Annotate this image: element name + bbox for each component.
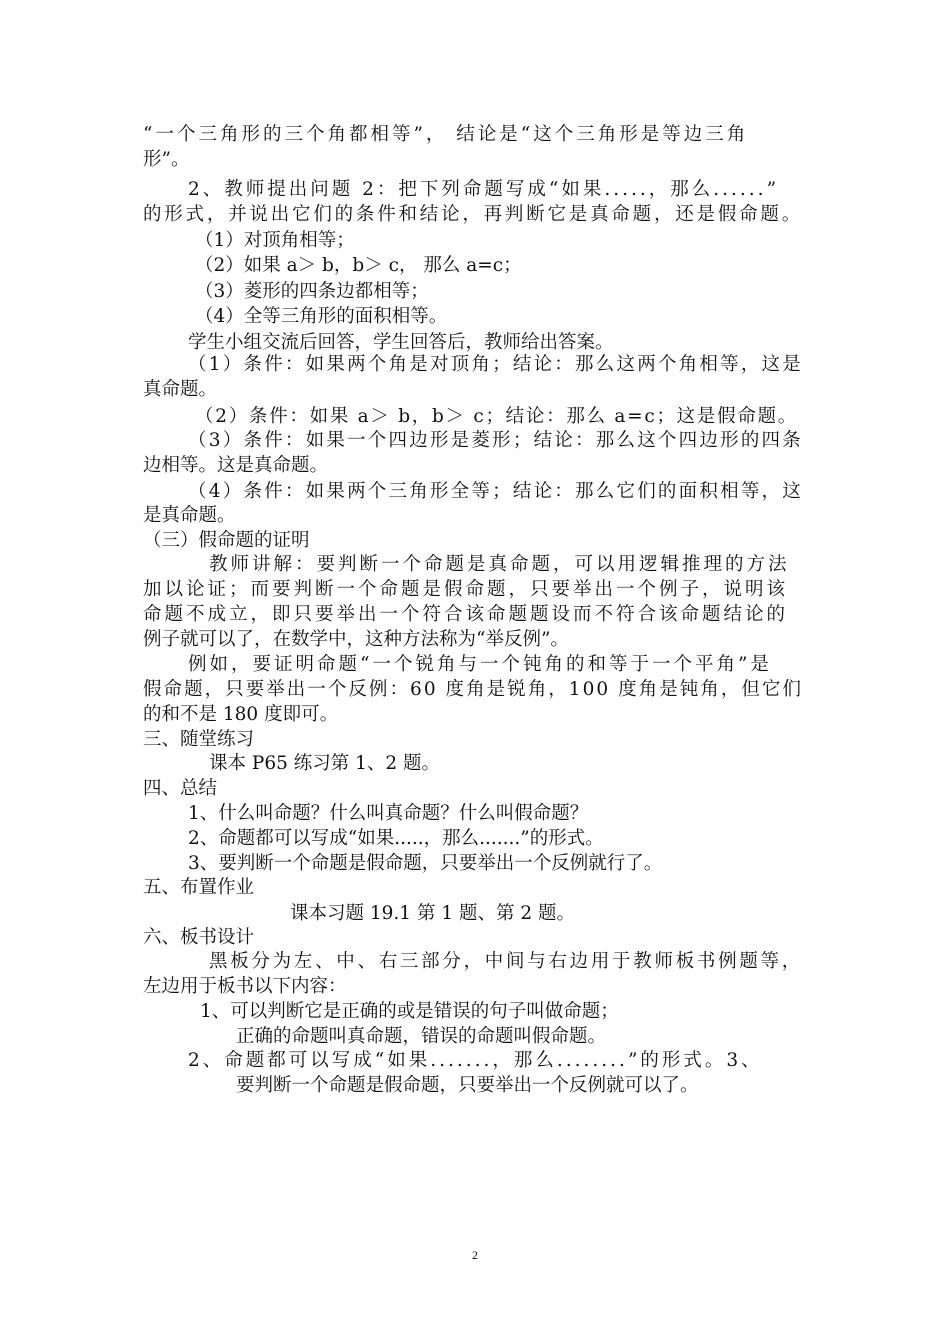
text-line: 形”。 [143,149,190,170]
text-line: 命题不成立，即只要举出一个符合该命题题设而不符合该命题结论的 [143,604,789,625]
text-line: 1、什么叫命题？什么叫真命题？什么叫假命题？ [188,803,589,824]
text-line: 学生小组交流后回答，学生回答后，教师给出答案。 [188,332,614,353]
text-line: 例子就可以了，在数学中，这种方法称为“举反例”。 [143,629,569,650]
text-line: 黑板分为左、中、右三部分，中间与右边用于教师板书例题等， [209,951,803,972]
text-line: “一个三角形的三个角都相等”， 结论是“这个三角形是等边三角 [143,124,749,145]
section-heading: （三）假命题的证明 [143,530,310,551]
text-line: （2）如果 a＞ b，b＞ c， 那么 a=c； [195,255,522,276]
text-line: （1）对顶角相等； [195,230,355,251]
section-heading: 三、随堂练习 [143,729,255,750]
section-heading: 五、布置作业 [143,877,255,898]
text-line: 真命题。 [143,379,218,400]
text-line: 3、要判断一个命题是假命题，只要举出一个反例就行了。 [188,853,663,874]
section-heading: 六、板书设计 [143,927,255,948]
text-line: 假命题，只要举出一个反例：60 度角是锐角，100 度角是钝角，但它们 [143,679,803,700]
text-line: 正确的命题叫真命题，错误的命题叫假命题。 [236,1026,607,1047]
page-number: 2 [472,1248,478,1262]
section-heading: 四、总结 [143,778,218,799]
text-line: 2、命题都可以写成“如果.......，那么........”的形式。3、 [188,1050,763,1071]
text-line: 课本 P65 练习第 1、2 题。 [209,753,441,774]
text-line: 要判断一个命题是假命题，只要举出一个反例就可以了。 [236,1075,699,1096]
text-line: （3）条件：如果一个四边形是菱形；结论：那么这个四边形的四条 [188,430,803,451]
text-line: 2、教师提出问题 2：把下列命题写成“如果.....，那么......” [188,179,780,200]
text-line: 的形式，并说出它们的条件和结论，再判断它是真命题，还是假命题。 [143,204,803,225]
text-line: 加以论证；而要判断一个命题是假命题，只要举出一个例子，说明该 [143,579,789,600]
text-line: 2、命题都可以写成“如果.....，那么.......”的形式。 [188,828,604,849]
text-line: 左边用于板书以下内容： [143,976,347,997]
text-line: 例如，要证明命题“一个锐角与一个钝角的和等于一个平角”是 [188,654,772,675]
text-line: 教师讲解：要判断一个命题是真命题，可以用逻辑推理的方法 [209,554,790,575]
text-line: （2）条件：如果 a＞ b，b＞ c；结论：那么 a=c；这是假命题。 [195,406,798,427]
text-line: （3）菱形的四条边都相等； [195,281,429,302]
text-line: （4）全等三角形的面积相等。 [195,306,448,327]
text-line: 课本习题 19.1 第 1 题、第 2 题。 [290,903,576,924]
text-line: 的和不是 180 度即可。 [143,704,339,725]
text-line: 边相等。这是真命题。 [143,455,329,476]
text-line: 1、可以判断它是正确的或是错误的句子叫做命题； [200,1001,619,1022]
text-line: 是真命题。 [143,505,236,526]
text-line: （1）条件：如果两个角是对顶角；结论：那么这两个角相等，这是 [188,354,803,375]
text-line: （4）条件：如果两个三角形全等；结论：那么它们的面积相等，这 [188,481,803,502]
